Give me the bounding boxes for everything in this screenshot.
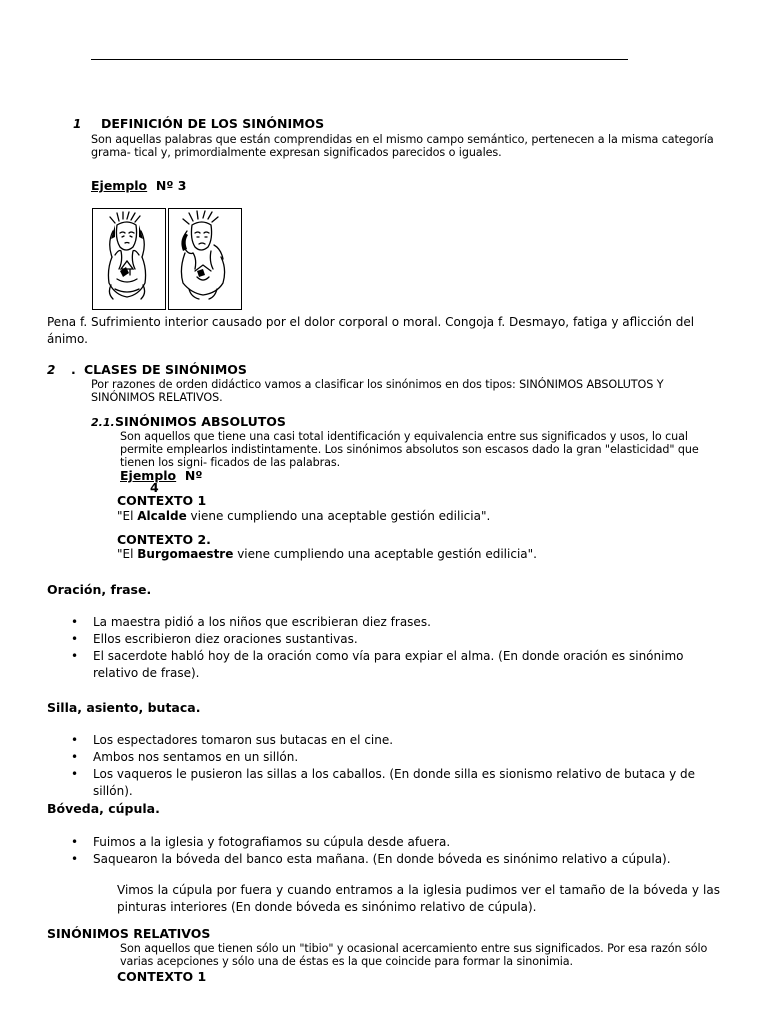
section-text-line: Son aquellos que tiene una casi total identificación y equivalencia entre sus significados y usos, lo cual xyxy=(120,430,688,443)
context-text: "El xyxy=(117,547,138,561)
section-text-line: Son aquellas palabras que están comprendidas en el mismo campo semántico, pertenecen a la misma categoría xyxy=(91,133,714,146)
bullet-icon: • xyxy=(71,852,79,866)
paragraph: Vimos la cúpula por fuera y cuando entramos a la iglesia pudimos ver el tamaño de la bóveda y las pinturas interiores (En donde bóveda es sinónimo relativo de cúpula). xyxy=(117,883,720,914)
definition-line: Pena f. Sufrimiento interior causado por el dolor corporal o moral. Congoja f. Desmayo, fatiga y aflicción del xyxy=(47,315,695,329)
example-number-digit: 4 xyxy=(150,480,159,495)
sad-person-illustration xyxy=(93,209,164,308)
context-label: CONTEXTO 1 xyxy=(117,969,207,984)
group-heading: Oración, frase. xyxy=(47,582,152,597)
list-item xyxy=(47,648,727,682)
section-dot: . xyxy=(71,362,76,377)
group-heading: Bóveda, cúpula. xyxy=(47,801,160,816)
bullet-list xyxy=(47,834,727,868)
bullet-icon: • xyxy=(71,767,79,781)
section-text-line: Son aquellos que tienen sólo un "tibio" y ocasional acercamiento entre sus significados. Por esa razón sólo xyxy=(120,942,708,955)
list-item-text: Los espectadores tomaron sus butacas en el cine. xyxy=(93,733,394,747)
list-item xyxy=(47,614,727,631)
list-item-text: La maestra pidió a los niños que escribieran diez frases. xyxy=(93,615,431,629)
section-text-line: varias acepciones y sólo una de éstas es la que coincide para formar la sinonimia. xyxy=(120,955,573,968)
section-title: SINÓNIMOS RELATIVOS xyxy=(47,926,211,941)
list-item-text: El sacerdote habló hoy de la oración como vía para expiar el alma. (En donde oración es sinónimo relativo de frase). xyxy=(93,649,684,680)
section-text-line: Por razones de orden didáctico vamos a clasificar los sinónimos en dos tipos: SINÓNIMOS ABSOLUTOS Y xyxy=(91,378,664,391)
bullet-list xyxy=(47,614,727,682)
bullet-list xyxy=(47,732,727,800)
list-item xyxy=(47,732,727,749)
context-label: CONTEXTO 2. xyxy=(117,532,211,547)
context-sentence xyxy=(117,508,490,525)
section-text-line: tienen los signi- ficados de las palabras. xyxy=(120,456,341,469)
list-item-text: Ellos escribieron diez oraciones sustantivas. xyxy=(93,632,358,646)
list-item xyxy=(47,766,727,800)
context-text: "El xyxy=(117,509,138,523)
bullet-icon: • xyxy=(71,835,79,849)
context-text: viene cumpliendo una aceptable gestión edilicia". xyxy=(186,509,491,523)
context-sentence xyxy=(117,546,537,563)
example-word: Ejemplo xyxy=(120,468,177,483)
example-word: Ejemplo xyxy=(91,178,148,193)
example-figure xyxy=(92,208,245,312)
subsection-number: 2.1. xyxy=(91,416,115,429)
example-number: Nº 3 xyxy=(155,178,187,193)
list-item xyxy=(47,631,727,648)
top-rule xyxy=(91,59,628,60)
list-item-text: Saquearon la bóveda del banco esta mañana. (En donde bóveda es sinónimo relativo a cúpula). xyxy=(93,852,671,866)
subsection-title: SINÓNIMOS ABSOLUTOS xyxy=(115,414,286,429)
example-label xyxy=(91,178,186,193)
list-item xyxy=(47,834,727,851)
section-text-line: SINÓNIMOS RELATIVOS. xyxy=(91,391,223,404)
context-text: viene cumpliendo una aceptable gestión edilicia". xyxy=(233,547,537,561)
bullet-icon: • xyxy=(71,733,79,747)
list-item xyxy=(47,749,727,766)
list-item xyxy=(47,851,727,868)
example-label xyxy=(120,468,202,483)
section-text-line: permite emplearlos indistintamente. Los sinónimos absolutos son escasos dado la gran "elasticidad" que xyxy=(120,443,699,456)
context-keyword: Alcalde xyxy=(137,509,187,523)
bullet-icon: • xyxy=(71,750,79,764)
section-number: 1 xyxy=(73,117,82,131)
list-item-text: Los vaqueros le pusieron las sillas a los caballos. (En donde silla es sionismo relativo de butaca y de sillón). xyxy=(93,767,696,798)
definition-line: ánimo. xyxy=(47,332,88,346)
figure-panel-right xyxy=(168,208,242,310)
section-number: 2 xyxy=(47,363,56,377)
list-item-text: Fuimos a la iglesia y fotografiamos su cúpula desde afuera. xyxy=(93,835,451,849)
bullet-icon: • xyxy=(71,649,79,663)
bullet-icon: • xyxy=(71,632,79,646)
context-keyword: Burgomaestre xyxy=(137,547,234,561)
worried-person-illustration xyxy=(169,209,240,308)
figure-panel-left xyxy=(92,208,166,310)
bullet-icon: • xyxy=(71,615,79,629)
section-text-line: grama- tical y, primordialmente expresan significados parecidos o iguales. xyxy=(91,146,502,159)
section-title: DEFINICIÓN DE LOS SINÓNIMOS xyxy=(101,116,325,131)
list-item-text: Ambos nos sentamos en un sillón. xyxy=(93,750,299,764)
section-title: CLASES DE SINÓNIMOS xyxy=(84,362,247,377)
group-heading: Silla, asiento, butaca. xyxy=(47,700,201,715)
example-number: Nº xyxy=(184,468,203,483)
context-label: CONTEXTO 1 xyxy=(117,493,207,508)
